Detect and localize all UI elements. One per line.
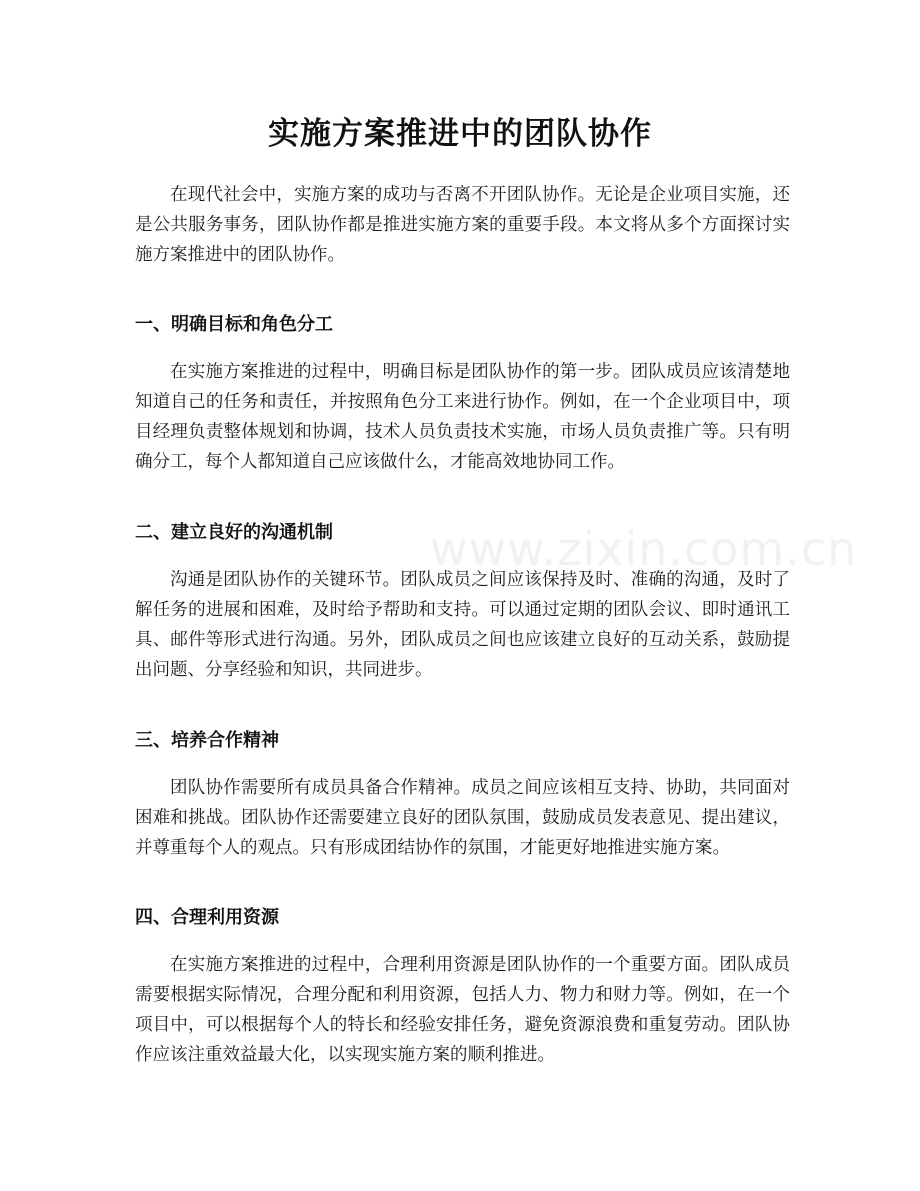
- watermark: www.zixin.com.cn: [430, 522, 858, 576]
- section-heading-3: 三、培养合作精神: [135, 730, 279, 751]
- page-title: 实施方案推进中的团队协作: [268, 116, 652, 152]
- intro-paragraph: 在现代社会中，实施方案的成功与否离不开团队协作。无论是企业项目实施，还是公共服务事务，团队协作都是推进实施方案的重要手段。本文将从多个方面探讨实施方案推进中的团队协作。: [135, 185, 790, 265]
- section-body-2: 沟通是团队协作的关键环节。团队成员之间应该保持及时、准确的沟通，及时了解任务的进展和困难，及时给予帮助和支持。可以通过定期的团队会议、即时通讯工具、邮件等形式进行沟通。另外，团队成员之间也应该建立良好的互动关系，鼓励提出问题、分享经验和知识，共同进步。: [135, 570, 790, 680]
- section-heading-4: 四、合理利用资源: [135, 907, 279, 928]
- section-body-4: 在实施方案推进的过程中，合理利用资源是团队协作的一个重要方面。团队成员需要根据实际情况，合理分配和利用资源，包括人力、物力和财力等。例如，在一个项目中，可以根据每个人的特长和经验安排任务，避免资源浪费和重复劳动。团队协作应该注重效益最大化，以实现实施方案的顺利推进。: [135, 955, 790, 1065]
- section-body-1: 在实施方案推进的过程中，明确目标是团队协作的第一步。团队成员应该清楚地知道自己的任务和责任，并按照角色分工来进行协作。例如，在一个企业项目中，项目经理负责整体规划和协调，技术人员负责技术实施，市场人员负责推广等。只有明确分工，每个人都知道自己应该做什么，才能高效地协同工作。: [135, 362, 790, 472]
- section-body-3: 团队协作需要所有成员具备合作精神。成员之间应该相互支持、协助，共同面对困难和挑战。团队协作还需要建立良好的团队氛围，鼓励成员发表意见、提出建议，并尊重每个人的观点。只有形成团结协作的氛围，才能更好地推进实施方案。: [135, 778, 790, 858]
- section-heading-2: 二、建立良好的沟通机制: [135, 522, 333, 543]
- section-heading-1: 一、明确目标和角色分工: [135, 314, 333, 335]
